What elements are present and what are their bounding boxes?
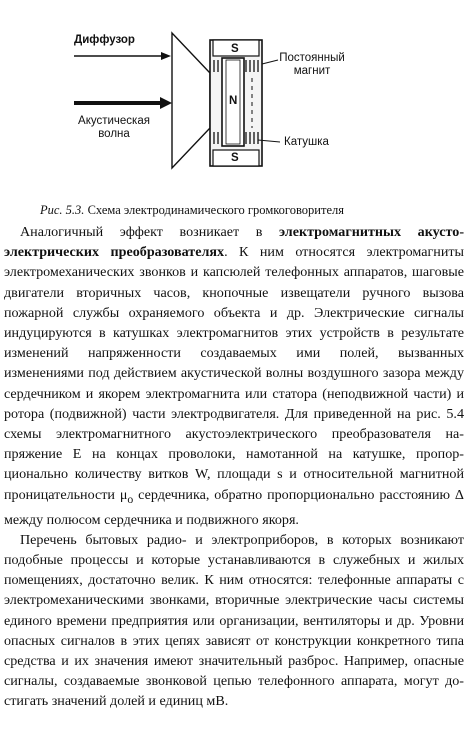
wave-label [74,115,154,141]
diffuser-label: Диффузор [74,34,135,46]
wave-label-line2: волна [98,128,130,140]
wave-arrow-head [160,97,172,109]
coil-label: Катушка [284,136,329,148]
magnet-label [272,52,352,78]
magnet-label-line2: магнит [293,65,331,77]
paragraph-1-body: . К ним относятся электромагниты электромеханических звонков и капсюлей телефонных аппаратов, шаговые двигатели вторичных часов, кнопочные извещатели ручного вызова пожарной службы охраняемого объекта и др. Электрические сигналы индуцируются в катушках электромагнитов этих устройств в результате изменений напряженности создаваемых ими полей, вызванных изменениями под действием акустической волны воздушного зазора между сердечником и якорем электромагнита или статора (неподвижной части) и ротора (подвижной) части электродвигателя. Для приведенной на рис. 5.4 схемы электромагнитного акустоэлектрического преобразователя напряжение E на концах проволоки, намотанной на катушке, пропорционально количеству витков W, площади s и относительной магнитной проницательности μ [4,244,464,503]
pole-s-bottom: S [231,152,239,164]
paragraph-1-start: Аналогичный эффект возникает в [20,224,279,240]
paragraph-1-end: сердечника, обратно пропорционально расстоянию Δ между полюсом сердечника и подвижного якоря. [4,486,464,528]
wave-label-line1: Акустическая [78,115,150,127]
pole-n: N [229,95,238,107]
caption-number: Рис. 5.3. [40,203,85,217]
pole-s-top: S [231,43,239,55]
magnet-label-line1: Постоянный [279,52,345,64]
figure-caption [40,203,460,218]
paragraph-1 [4,222,464,530]
diffuser-arrow-head [161,52,171,60]
paragraph-1-subscript: o [127,492,134,506]
diffuser-cone [172,33,210,168]
body-text [4,222,464,712]
loudspeaker-figure [0,0,468,200]
caption-text: Схема электродинамического громкоговорителя [87,203,344,217]
paragraph-2: Перечень бытовых радио- и электроприборов, в которых возникают подобные процессы и которые устанавливаются в служебных и жилых помещениях, достаточно велик. К ним относятся: телефонные аппараты с электромеханическими звонками, вторичные электрические часы системы единого времени предприятия или организации, вентиляторы и др. Уровни опасных сигналов в этих цепях зависят от конструкции конкретного типа средства и их значения имеют значительный разброс. Например, опасные сигналы, создаваемые звонковой цепью телефонного аппарата, могут достигать значений долей и единиц мВ. [4,531,464,710]
paragraph-1-bold-term: электромагнитных акустоэлектрических преобразователях [4,224,465,261]
